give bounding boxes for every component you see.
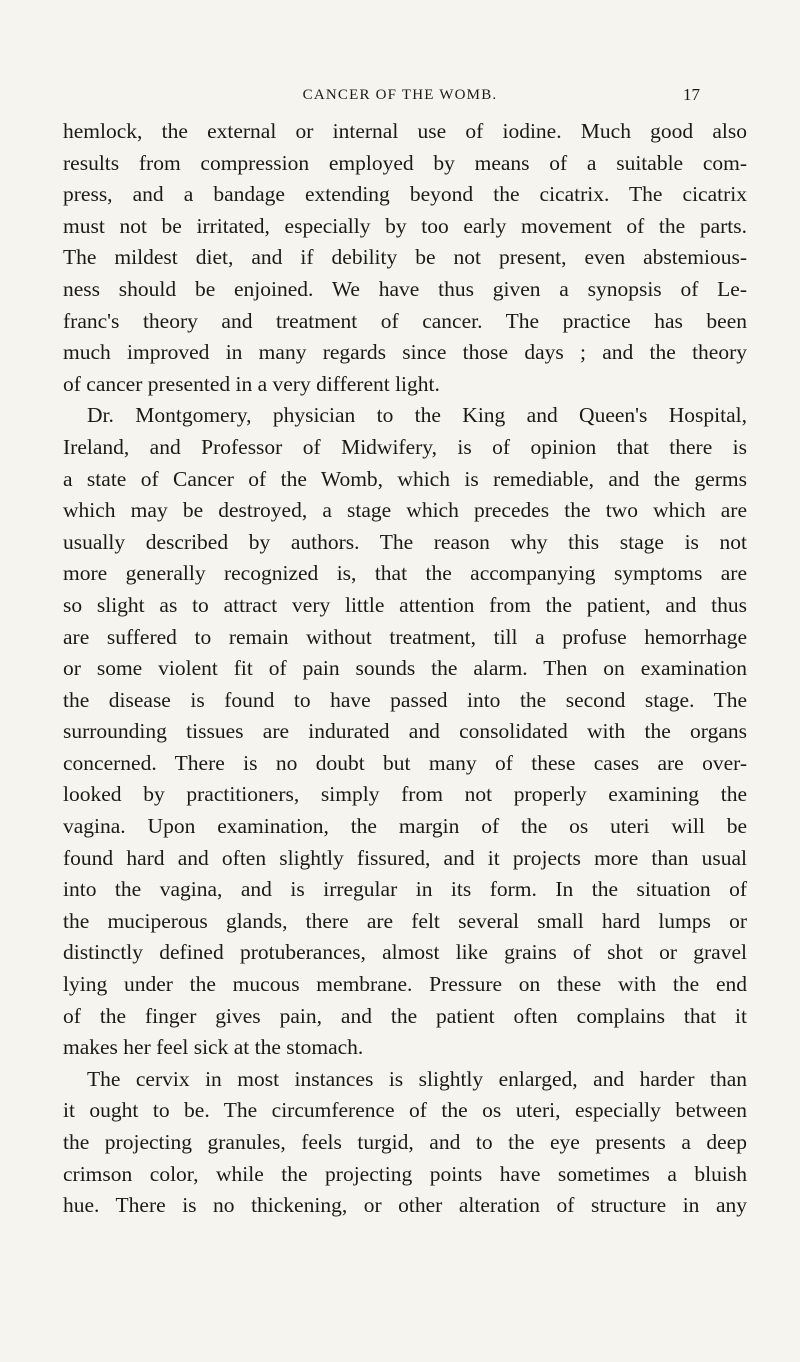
running-head: [100, 84, 700, 106]
text-line: of the finger gives pain, and the patient often complains that it: [63, 1003, 747, 1028]
body-text: [63, 116, 747, 1222]
text-line: ness should be enjoined. We have thus given a synopsis of Le-: [63, 276, 747, 301]
text-line: hue. There is no thickening, or other alteration of structure in any: [63, 1193, 747, 1218]
text-line: makes her feel sick at the stomach.: [63, 1035, 364, 1060]
running-title: CANCER OF THE WOMB.: [302, 87, 498, 103]
text-line: usually described by authors. The reason why this stage is not: [63, 529, 747, 554]
text-line: results from compression employed by means of a suitable com-: [63, 150, 747, 175]
text-line: into the vagina, and is irregular in its form. In the situation of: [63, 877, 747, 902]
text-line: so slight as to attract very little attention from the patient, and thus: [63, 592, 747, 617]
text-line: Ireland, and Professor of Midwifery, is of opinion that there is: [63, 434, 747, 459]
text-line: surrounding tissues are indurated and consolidated with the organs: [63, 719, 747, 744]
text-line: distinctly defined protuberances, almost like grains of shot or gravel: [63, 940, 747, 965]
text-line: found hard and often slightly fissured, and it projects more than usual: [63, 845, 747, 870]
text-line: more generally recognized is, that the accompanying symptoms are: [63, 561, 747, 586]
text-line: crimson color, while the projecting points have sometimes a bluish: [63, 1161, 747, 1186]
text-line: must not be irritated, especially by too early movement of the parts.: [63, 213, 747, 238]
text-line: the muciperous glands, there are felt several small hard lumps or: [63, 908, 747, 933]
text-line: concerned. There is no doubt but many of these cases are over-: [63, 750, 747, 775]
text-line: franc's theory and treatment of cancer. The practice has been: [63, 308, 747, 333]
text-line: or some violent fit of pain sounds the alarm. Then on examination: [63, 656, 747, 681]
text-line: of cancer presented in a very different light.: [63, 371, 440, 396]
text-line: press, and a bandage extending beyond the cicatrix. The cicatrix: [63, 182, 747, 207]
text-line: the projecting granules, feels turgid, and to the eye presents a deep: [63, 1130, 747, 1154]
text-line: vagina. Upon examination, the margin of the os uteri will be: [63, 814, 747, 839]
text-line: a state of Cancer of the Womb, which is remediable, and the germs: [63, 466, 747, 491]
page-number: 17: [683, 85, 700, 104]
text-line: lying under the mucous membrane. Pressure on these with the end: [63, 972, 747, 997]
text-line: much improved in many regards since those days ; and the theory: [63, 340, 747, 365]
text-line: looked by practitioners, simply from not properly examining the: [63, 782, 747, 807]
text-line: are suffered to remain without treatment, till a profuse hemorrhage: [63, 624, 747, 649]
text-line: the disease is found to have passed into the second stage. The: [63, 687, 747, 712]
text-line: it ought to be. The circumference of the os uteri, especially between: [63, 1098, 747, 1123]
text-line: The cervix in most instances is slightly enlarged, and harder than: [87, 1066, 747, 1091]
text-line: hemlock, the external or internal use of iodine. Much good also: [63, 119, 747, 143]
text-line: which may be destroyed, a stage which precedes the two which are: [63, 498, 747, 523]
text-line: Dr. Montgomery, physician to the King and Queen's Hospital,: [87, 403, 747, 428]
text-line: The mildest diet, and if debility be not present, even abstemious-: [63, 245, 747, 270]
